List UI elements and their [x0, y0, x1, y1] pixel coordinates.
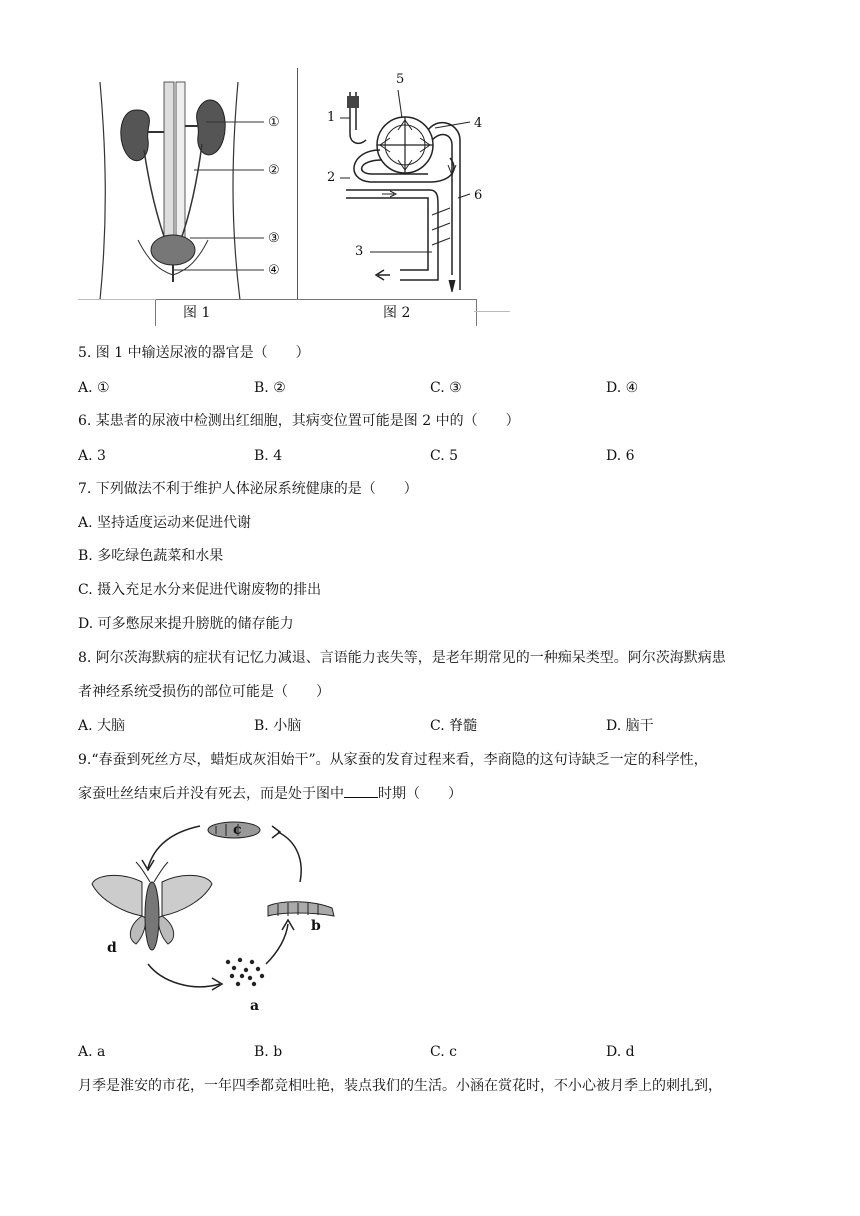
fig1-marker-1: ① — [268, 115, 280, 130]
question-9-stem-line2 — [78, 783, 462, 804]
lifecycle-label-c: c — [233, 822, 242, 838]
lifecycle-label-d: d — [107, 940, 117, 956]
answer-blank — [344, 783, 378, 798]
fig1-marker-2: ② — [268, 163, 280, 178]
question-9-stem-line1: 9.“春蚕到死丝方尽，蜡炬成灰泪始干”。从家蚕的发育过程来看，李商隐的这句诗缺乏一定的科学性， — [78, 752, 708, 768]
question-9-stem-pre: 家蚕吐丝结束后并没有死去，而是处于图中 — [78, 786, 344, 802]
figure-2-caption: 图 2 — [383, 305, 411, 321]
question-5-option-a[interactable]: A. ① — [78, 380, 110, 396]
question-5-option-c[interactable]: C. ③ — [430, 380, 462, 396]
question-8-stem-line1: 8. 阿尔茨海默病的症状有记忆力减退、言语能力丧失等，是老年期常见的一种痴呆类型。阿尔茨海默病患 — [78, 650, 726, 666]
fig2-marker-3: 3 — [355, 244, 364, 259]
figure-2-nephron — [310, 70, 510, 300]
question-7-stem: 7. 下列做法不利于维护人体泌尿系统健康的是（ ） — [78, 481, 418, 497]
fig2-marker-1: 1 — [327, 110, 336, 125]
question-8-stem-line2: 者神经系统受损伤的部位可能是（ ） — [78, 684, 330, 700]
question-9-option-d[interactable]: D. d — [606, 1044, 635, 1060]
question-7-option-a[interactable]: A. 坚持适度运动来促进代谢 — [78, 515, 252, 531]
question-8-option-d[interactable]: D. 脑干 — [606, 718, 654, 734]
fig2-marker-6: 6 — [474, 188, 483, 203]
question-9-option-c[interactable]: C. c — [430, 1044, 457, 1060]
lifecycle-label-a: a — [250, 998, 260, 1014]
question-7-option-b[interactable]: B. 多吃绿色蔬菜和水果 — [78, 548, 224, 564]
question-8-option-a[interactable]: A. 大脑 — [78, 718, 126, 734]
question-6-option-d[interactable]: D. 6 — [606, 448, 635, 464]
question-5-option-b[interactable]: B. ② — [254, 380, 286, 396]
figure-1-urinary-system — [78, 70, 318, 320]
fig1-marker-4: ④ — [268, 263, 280, 278]
caption-frame-left — [78, 299, 156, 300]
figure-1-caption: 图 1 — [183, 305, 211, 321]
question-9-option-b[interactable]: B. b — [254, 1044, 283, 1060]
question-6-option-b[interactable]: B. 4 — [254, 448, 283, 464]
question-6-option-c[interactable]: C. 5 — [430, 448, 459, 464]
question-9-stem-post: 时期（ ） — [378, 786, 462, 802]
question-7-option-c[interactable]: C. 摄入充足水分来促进代谢废物的排出 — [78, 582, 322, 598]
question-8-option-b[interactable]: B. 小脑 — [254, 718, 302, 734]
question-5-stem: 5. 图 1 中输送尿液的器官是（ ） — [78, 345, 310, 361]
fig2-marker-5: 5 — [396, 72, 405, 87]
question-6-stem: 6. 某患者的尿液中检测出红细胞，其病变位置可能是图 2 中的（ ） — [78, 413, 520, 429]
question-9-option-a[interactable]: A. a — [78, 1044, 106, 1060]
lifecycle-label-b: b — [311, 918, 321, 934]
fig1-marker-3: ③ — [268, 231, 280, 246]
question-8-option-c[interactable]: C. 脊髓 — [430, 718, 478, 734]
figure-divider — [297, 68, 298, 300]
closing-paragraph: 月季是淮安的市花，一年四季都竞相吐艳，装点我们的生活。小涵在赏花时，不小心被月季上的刺扎到， — [78, 1078, 722, 1094]
question-5-option-d[interactable]: D. ④ — [606, 380, 639, 396]
fig2-marker-4: 4 — [474, 116, 483, 131]
fig2-marker-2: 2 — [327, 170, 336, 185]
question-6-option-a[interactable]: A. 3 — [78, 448, 106, 464]
caption-frame-right — [474, 311, 510, 312]
question-7-option-d[interactable]: D. 可多憋尿来提升膀胱的储存能力 — [78, 616, 294, 632]
